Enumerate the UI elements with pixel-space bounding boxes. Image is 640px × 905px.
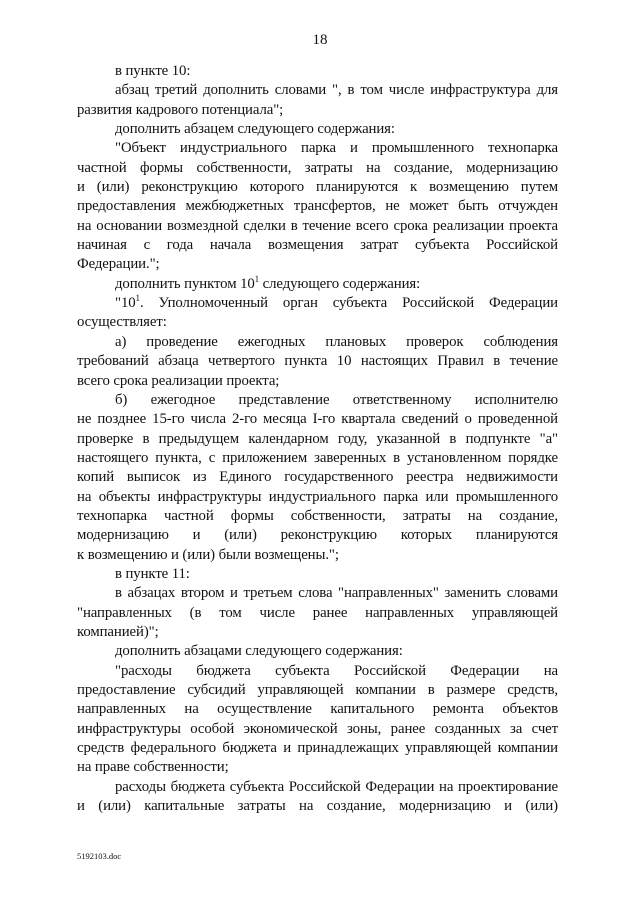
text-line: а) проведение ежегодных плановых проверок соблюдения [115,333,558,350]
text-line: на праве собственности; [77,759,229,776]
text-line: к возмещению и (или) были возмещены."; [77,546,339,563]
text-line: направленных на осуществление капитального ремонта объектов [77,701,558,718]
text-line: развития кадрового потенциала"; [77,101,284,118]
text-line: модернизацию и (или) реконструкцию которых планируются [77,527,558,544]
text-line: б) ежегодное представление ответственному исполнителю [115,391,558,408]
text-line: проверке в предыдущем календарном году, указанной в подпункте "а" [77,430,558,447]
text-line: копий выписок из Единого государственного реестра недвижимости [77,469,558,486]
text-line: технопарка частной формы собственности, затраты на создание, [77,507,558,524]
text-line: настоящего пункта, с приложением заверенных в установленном порядке [77,449,558,466]
text-line: расходы бюджета субъекта Российской Федерации на проектирование [115,778,558,795]
text-line: дополнить абзацем следующего содержания: [115,121,395,138]
superscript: 1 [135,293,140,304]
text-line: "направленных (в том числе ранее направленных управляющей [77,604,558,621]
footer-file-name: 5192103.doc [77,851,122,861]
text-line: и (или) реконструкцию которого планируются к возмещению путем [77,179,558,196]
text-line: требований абзаца четвертого пункта 10 настоящих Правил в течение [77,353,558,370]
text-line: начиная с года начала возмещения затрат субъекта Российской [77,237,558,254]
text-line: и (или) капитальные затраты на создание, модернизацию и (или) [77,798,558,815]
text-line: "расходы бюджета субъекта Российской Федерации на [115,662,558,679]
text-line: не позднее 15-го числа 2-го месяца I-го квартала сведений о проведенной [77,411,558,428]
superscript: 1 [254,273,260,284]
text-line: всего срока реализации проекта; [77,372,280,389]
text-line: на основании возмездной сделки в течение всего срока реализации проекта [77,217,558,234]
text-line: в пункте 11: [115,565,190,582]
page-number: 18 [312,32,328,48]
text-fragment: "10 [115,295,136,312]
text-line: на объекты инфраструктуры индустриального парка или промышленного [77,488,558,505]
text-line: в пункте 10: [115,63,191,79]
text-line [77,275,558,294]
text-line: предоставление субсидий управляющей компании в размере средств, [77,682,558,698]
text-line: предоставления межбюджетных трансфертов, не может быть отчужден [77,198,558,215]
text-line: абзац третий дополнить словами ", в том числе инфраструктура для [115,82,558,99]
text-line: в абзацах втором и третьем слова "направленных" заменить словами [115,585,558,602]
text-line [77,294,558,313]
text-fragment: . Уполномоченный орган субъекта Российской Федерации [139,295,558,312]
text-line: Федерации."; [77,256,160,273]
text-line: осуществляет: [77,314,167,331]
document-body [77,62,558,816]
text-fragment: следующего содержания: [259,275,421,292]
text-line: средств федерального бюджета и принадлежащих управляющей компании [77,740,558,757]
text-line: инфраструктуры особой экономической зоны, ранее созданных за счет [77,720,558,737]
text-fragment: дополнить пунктом 10 [115,275,255,292]
text-line: частной формы собственности, затраты на создание, модернизацию [77,159,558,176]
text-line: дополнить абзацами следующего содержания: [115,643,403,660]
text-line: "Объект индустриального парка и промышленного технопарка [115,140,558,157]
text-line: компанией)"; [77,623,159,640]
